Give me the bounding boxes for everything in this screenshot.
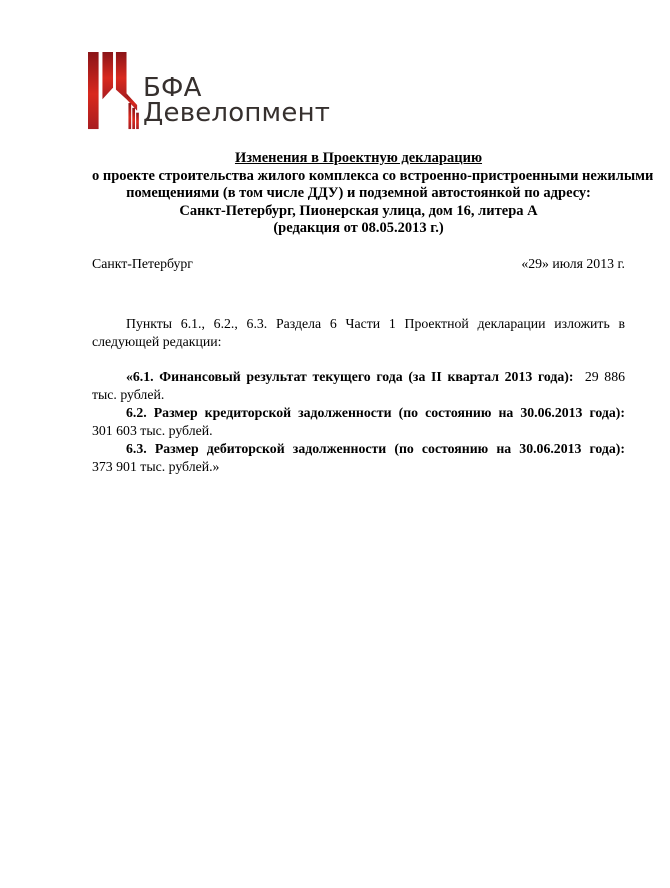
date-label: «29» июля 2013 г. [521, 255, 625, 271]
intro-paragraph: Пункты 6.1., 6.2., 6.3. Раздела 6 Части 1 Проектной декларации изложить в следующей редакции: [92, 315, 625, 349]
title-line-4: Санкт-Петербург, Пионерская улица, дом 16, литера А [179, 202, 538, 219]
item-6-2-value: 301 603 тыс. рублей. [92, 422, 213, 438]
item-6-2 [92, 404, 625, 440]
item-6-2-label: 6.2. Размер кредиторской задолженности (по состоянию на 30.06.2013 года): [126, 404, 625, 420]
item-6-3-label: 6.3. Размер дебиторской задолженности (по состоянию на 30.06.2013 года): [126, 440, 625, 456]
title-line-2: о проекте строительства жилого комплекса со встроенно-пристроенными нежилыми [92, 167, 654, 184]
logo-brand-name: БФА [143, 73, 202, 103]
city-label: Санкт-Петербург [92, 255, 193, 271]
item-6-1-value: 29 886 тыс. рублей. [92, 368, 626, 402]
title-line-1: Изменения в Проектную декларацию [234, 150, 483, 166]
document-title [92, 150, 654, 238]
item-6-3 [92, 440, 625, 476]
logo-brand-suffix: Девелопмент [143, 98, 331, 128]
company-logo [88, 52, 330, 131]
item-6-1-label: «6.1. Финансовый результат текущего года (за II квартал 2013 года): [126, 368, 574, 384]
item-6-3-value: 373 901 тыс. рублей.» [92, 458, 220, 474]
logo-wordmark [143, 73, 331, 128]
title-line-5: (редакция от 08.05.2013 г.) [273, 220, 444, 236]
document-content [92, 150, 654, 476]
title-line-3: помещениями (в том числе ДДУ) и подземной автостоянкой по адресу: [126, 185, 591, 201]
bfa-building-bars-icon [88, 52, 140, 131]
date-row [92, 255, 625, 273]
amendment-items [92, 368, 625, 476]
item-6-1 [92, 368, 625, 404]
